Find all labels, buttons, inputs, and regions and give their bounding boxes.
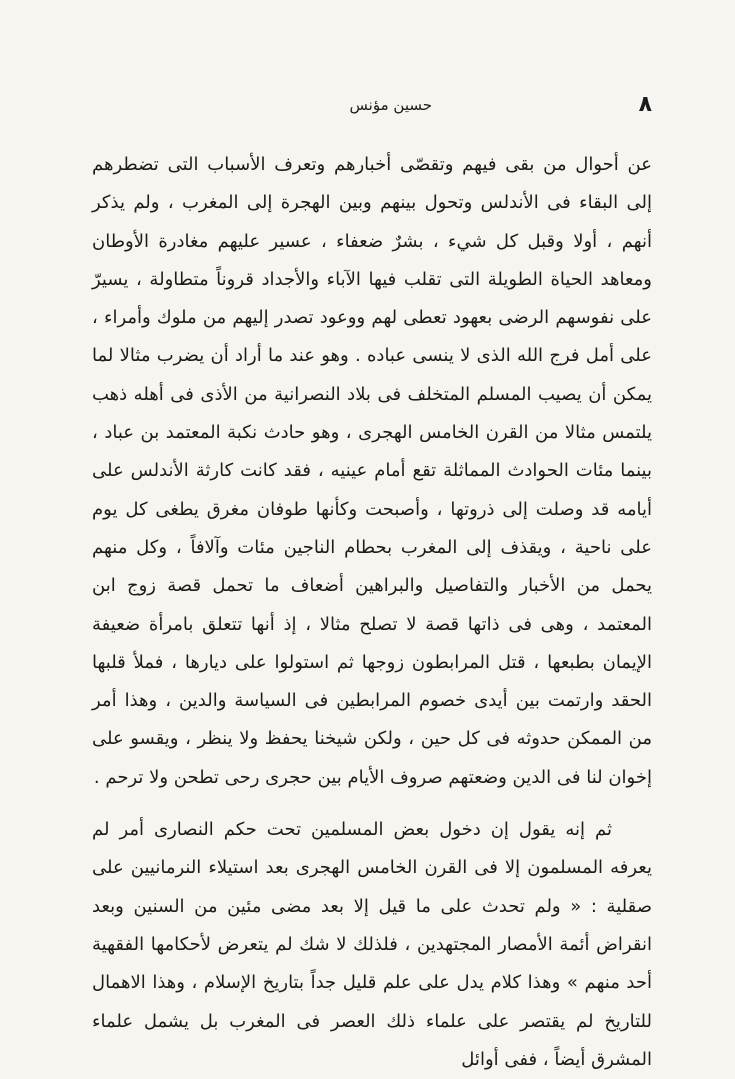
paragraph-2: ثم إنه يقول إن دخول بعض المسلمين تحت حكم النصارى أمر لم يعرفه المسلمون إلا فى القرن الخامس الهجرى بعد استيلاء النرمانيين على صقلية : « ولم تحدث على ما قيل إلا بعد مضى مئين من السنين وبعد انقراض أئمة الأمصار المجتهدين ، فلذلك لا شك لم يتعرض لأحكامها الفقهية أحد منهم » وهذا كلام يدل على علم قليل جداً بتاريخ الإسلام ، وهذا الاهمال للتاريخ لم يقتصر على علماء ذلك العصر فى المغرب بل يشمل علماء المشرق أيضاً ، ففى أوائل [92,819,652,1070]
page-header [96,92,652,132]
page-number: ٨ [638,92,652,117]
running-head: حسين مؤنس [349,96,432,114]
body-text [92,146,652,1079]
paragraph-1: عن أحوال من بقى فيهم وتقصّى أخبارهم وتعرف الأسباب التى تضطرهم إلى البقاء فى الأندلس وتحول بينهم وبين الهجرة إلى المغرب ، ولم يذكر أنهم ، أولا وقبل كل شيء ، بشرٌ ضعفاء ، عسير عليهم مغادرة الأوطان ومعاهد الحياة الطويلة التى تقلب فيها الآباء والأجداد قروناً متطاولة ، يسيرّ على نفوسهم الرضى بعهود تعطى لهم ووعود تصدر إليهم من ملوك وأمراء ، على أمل فرج الله الذى لا ينسى عباده . وهو عند ما أراد أن يضرب مثالا لما يمكن أن يصيب المسلم المتخلف فى بلاد النصرانية من الأذى فى أهله ذهب يلتمس مثالا من القرن الخامس الهجرى ، وهو حادث نكبة المعتمد بن عباد ، بينما مئات الحوادث المماثلة تقع أمام عينيه ، فقد كانت كارثة الأندلس على أيامه قد وصلت إلى ذروتها ، وأصبحت وكأنها طوفان مغرق يطغى كل يوم على ناحية ، ويقذف إلى المغرب بحطام الناجين مئات وآلافاً ، وكل منهم يحمل من الأخبار والتفاصيل والبراهين أضعاف ما تحمل قصة زوج ابن المعتمد ، وهى فى ذاتها قصة لا تصلح مثالا ، إذ أنها تتعلق بامرأة ضعيفة الإيمان بطبعها ، قتل المرابطون زوجها ثم استولوا على ديارها ، فملأ قلبها الحقد وارتمت بين أيدى خصوم المرابطين فى السياسة والدين ، وهذا أمر من الممكن حدوثه فى كل حين ، ولكن شيخنا يحفظ ولا ينظر ، ويقسو على إخوان لنا فى الدين وضعتهم صروف الأيام بين حجرى رحى تطحن ولا ترحم . [92,154,652,788]
